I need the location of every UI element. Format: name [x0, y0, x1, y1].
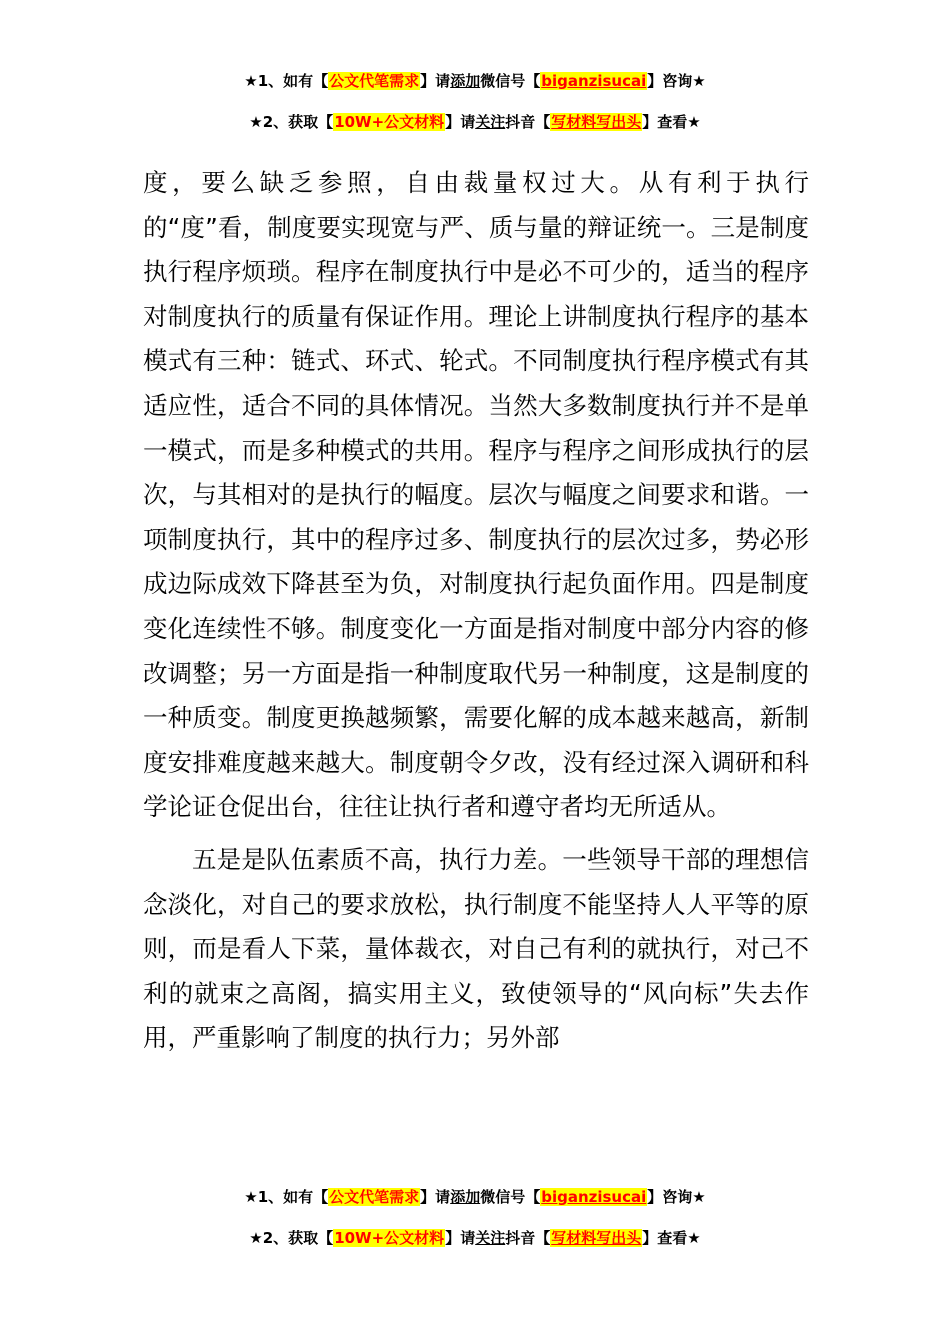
header-line2-douyin-id: 写材料写出头 — [551, 113, 642, 131]
footer-line2-douyin-id: 写材料写出头 — [551, 1229, 642, 1247]
footer-line2-mid2: 抖音【 — [505, 1229, 551, 1247]
footer-ad-line-2 — [0, 1227, 950, 1249]
footer-line2-suffix: 】查看★ — [642, 1229, 701, 1247]
header-ad-line-1 — [0, 70, 950, 92]
header-line1-highlight-service: 公文代笔需求 — [329, 72, 420, 90]
body-paragraph: 五是是队伍素质不高，执行力差。一些领导干部的理想信念淡化，对自己的要求放松，执行制度不能坚持人人平等的原则，而是看人下菜，量体裁衣，对自己有利的就执行，对己不利的就束之高阁，搞实用主义，致使领导的“风向标”失去作用，严重影响了制度的执行力；另外部 — [143, 844, 809, 1053]
footer-line1-mid: 】请 — [420, 1188, 451, 1206]
header-line1-emphasis: 添加 — [450, 72, 481, 90]
header-line2-emphasis: 关注 — [475, 113, 506, 131]
header-line1-suffix: 】咨询★ — [647, 72, 706, 90]
header-line2-mid2: 抖音【 — [505, 113, 551, 131]
footer-line1-wechat-id: biganzisucai — [541, 1188, 647, 1206]
header-line1-mid: 】请 — [420, 72, 451, 90]
header-ad-line-2 — [0, 111, 950, 133]
footer-line1-highlight-service: 公文代笔需求 — [329, 1188, 420, 1206]
header-line2-mid: 】请 — [445, 113, 476, 131]
header-line2-suffix: 】查看★ — [642, 113, 701, 131]
footer-line2-mid: 】请 — [445, 1229, 476, 1247]
footer-line2-emphasis: 关注 — [475, 1229, 506, 1247]
footer-line1-mid2: 微信号【 — [480, 1188, 541, 1206]
footer-line2-highlight-materials: 10W+公文材料 — [334, 1229, 445, 1247]
header-line2-prefix: ★2、获取【 — [249, 113, 334, 131]
header-line1-wechat-id: biganzisucai — [541, 72, 647, 90]
body-paragraph: 度，要么缺乏参照，自由裁量权过大。从有利于执行的“度”看，制度要实现宽与严、质与量的辩证统一。三是制度执行程序烦琐。程序在制度执行中是必不可少的，适当的程序对制度执行的质量有保证作用。理论上讲制度执行程序的基本模式有三种：链式、环式、轮式。不同制度执行程序模式有其适应性，适合不同的具体情况。当然大多数制度执行并不是单一模式，而是多种模式的共用。程序与程序之间形成执行的层次，与其相对的是执行的幅度。层次与幅度之间要求和谐。一项制度执行，其中的程序过多、制度执行的层次过多，势必形成边际成效下降甚至为负，对制度执行起负面作用。四是制度变化连续性不够。制度变化一方面是指对制度中部分内容的修改调整；另一方面是指一种制度取代另一种制度，这是制度的一种质变。制度更换越频繁，需要化解的成本越来越高，新制度安排难度越来越大。制度朝令夕改，没有经过深入调研和科学论证仓促出台，往往让执行者和遵守者均无所适从。 — [143, 168, 809, 822]
header-line1-mid2: 微信号【 — [480, 72, 541, 90]
footer-line1-prefix: ★1、如有【 — [244, 1188, 329, 1206]
footer-line1-emphasis: 添加 — [450, 1188, 481, 1206]
footer-ad-line-1 — [0, 1186, 950, 1208]
footer-line2-prefix: ★2、获取【 — [249, 1229, 334, 1247]
footer-line1-suffix: 】咨询★ — [647, 1188, 706, 1206]
header-line2-highlight-materials: 10W+公文材料 — [334, 113, 445, 131]
header-line1-prefix: ★1、如有【 — [244, 72, 329, 90]
document-body — [143, 161, 809, 1061]
